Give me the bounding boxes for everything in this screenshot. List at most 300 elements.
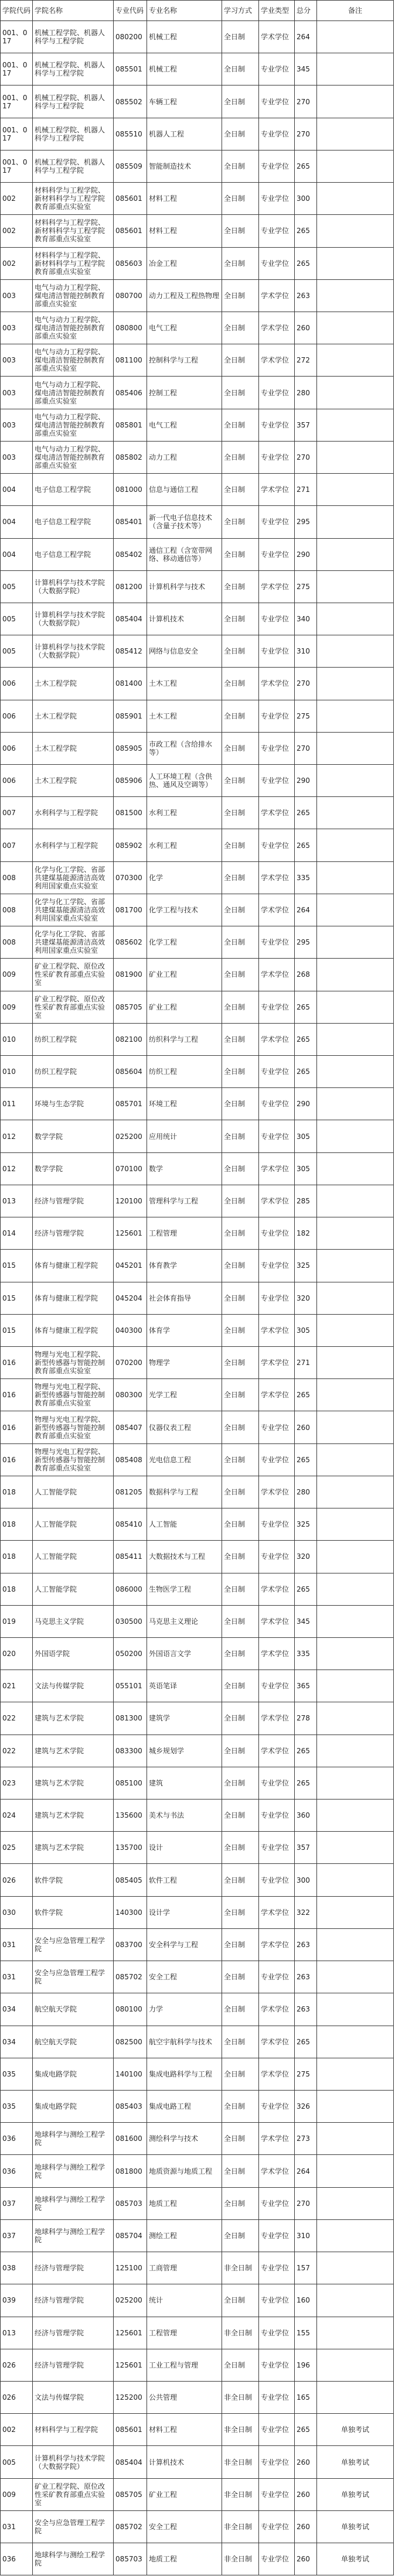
cell-degree-type: 专业学位 xyxy=(259,1443,295,1476)
cell-remarks xyxy=(317,1800,394,1832)
cell-college-name: 航空航天学院 xyxy=(33,2026,114,2058)
cell-college-name: 计算机科学与技术学院（大数据学院） xyxy=(33,603,114,635)
cell-college-name: 经济与管理学院 xyxy=(33,1217,114,1250)
cell-major-name: 动力工程及工程热物理 xyxy=(147,279,222,312)
cell-total-score: 345 xyxy=(295,1605,317,1637)
cell-major-code: 085703 xyxy=(114,2543,147,2575)
cell-major-code: 081205 xyxy=(114,1476,147,1508)
cell-college-name: 建筑与艺术学院 xyxy=(33,1702,114,1735)
cell-college-code: 036 xyxy=(1,2155,33,2187)
cell-study-mode: 全日制 xyxy=(222,183,259,215)
cell-remarks xyxy=(317,1443,394,1476)
cell-degree-type: 专业学位 xyxy=(259,700,295,732)
cell-major-code: 040300 xyxy=(114,1314,147,1346)
cell-remarks xyxy=(317,635,394,668)
cell-college-name: 地球科学与测绘工程学院 xyxy=(33,2187,114,2219)
cell-college-code: 023 xyxy=(1,1767,33,1799)
cell-study-mode: 全日制 xyxy=(222,2187,259,2219)
cell-major-code: 081400 xyxy=(114,668,147,700)
cell-major-code: 085406 xyxy=(114,377,147,409)
cell-study-mode: 全日制 xyxy=(222,279,259,312)
cell-total-score: 157 xyxy=(295,2252,317,2284)
table-row xyxy=(1,21,394,53)
table-body xyxy=(1,21,394,2575)
cell-remarks xyxy=(317,1120,394,1152)
cell-total-score: 285 xyxy=(295,1185,317,1217)
cell-remarks xyxy=(317,2252,394,2284)
cell-study-mode: 全日制 xyxy=(222,377,259,409)
cell-study-mode: 非全日制 xyxy=(222,2317,259,2349)
cell-college-name: 材料科学与工程学院、新材料科学与工程学院教育部重点实验室 xyxy=(33,247,114,279)
cell-study-mode: 全日制 xyxy=(222,247,259,279)
cell-major-name: 控制科学与工程 xyxy=(147,344,222,377)
cell-study-mode: 全日制 xyxy=(222,732,259,764)
cell-major-name: 矿业工程 xyxy=(147,959,222,991)
cell-major-code: 085704 xyxy=(114,2219,147,2252)
cell-remarks xyxy=(317,150,394,182)
cell-major-code: 085509 xyxy=(114,150,147,182)
cell-study-mode: 全日制 xyxy=(222,2349,259,2381)
cell-degree-type: 专业学位 xyxy=(259,1411,295,1443)
cell-total-score: 270 xyxy=(295,732,317,764)
cell-total-score: 357 xyxy=(295,1832,317,1864)
cell-study-mode: 非全日制 xyxy=(222,2381,259,2413)
table-row xyxy=(1,1767,394,1799)
cell-major-code: 081500 xyxy=(114,797,147,829)
cell-major-code: 085906 xyxy=(114,765,147,797)
cell-major-name: 机器人工程 xyxy=(147,118,222,150)
cell-study-mode: 全日制 xyxy=(222,1088,259,1120)
cell-total-score: 265 xyxy=(295,1023,317,1055)
cell-major-code: 085603 xyxy=(114,247,147,279)
cell-remarks xyxy=(317,506,394,538)
cell-remarks xyxy=(317,1314,394,1346)
cell-major-name: 水利工程 xyxy=(147,829,222,861)
cell-degree-type: 学术学位 xyxy=(259,1605,295,1637)
cell-study-mode: 全日制 xyxy=(222,1120,259,1152)
cell-remarks xyxy=(317,1993,394,2026)
cell-major-name: 化学工程 xyxy=(147,926,222,959)
table-row xyxy=(1,603,394,635)
table-row xyxy=(1,53,394,85)
cell-degree-type: 专业学位 xyxy=(259,1832,295,1864)
cell-college-name: 材料科学与工程学院 xyxy=(33,2414,114,2446)
table-row xyxy=(1,150,394,182)
cell-study-mode: 全日制 xyxy=(222,2155,259,2187)
cell-total-score: 260 xyxy=(295,2478,317,2510)
cell-major-name: 车辆工程 xyxy=(147,85,222,118)
cell-study-mode: 全日制 xyxy=(222,1476,259,1508)
cell-major-name: 机械工程 xyxy=(147,53,222,85)
cell-remarks xyxy=(317,1702,394,1735)
cell-total-score: 290 xyxy=(295,538,317,570)
cell-study-mode: 全日制 xyxy=(222,1056,259,1088)
cell-college-code: 026 xyxy=(1,2349,33,2381)
cell-college-code: 031 xyxy=(1,1928,33,1961)
cell-total-score: 263 xyxy=(295,279,317,312)
cell-major-name: 材料工程 xyxy=(147,183,222,215)
cell-college-code: 018 xyxy=(1,1573,33,1605)
table-row xyxy=(1,1637,394,1670)
cell-study-mode: 全日制 xyxy=(222,1735,259,1767)
cell-major-name: 光电信息工程 xyxy=(147,1443,222,1476)
cell-total-score: 295 xyxy=(295,926,317,959)
cell-major-code: 120100 xyxy=(114,1185,147,1217)
cell-college-name: 机械工程学院、机器人科学与工程学院 xyxy=(33,85,114,118)
cell-study-mode: 全日制 xyxy=(222,1670,259,1702)
table-row xyxy=(1,894,394,926)
cell-study-mode: 全日制 xyxy=(222,570,259,603)
cell-study-mode: 全日制 xyxy=(222,991,259,1023)
cell-major-name: 测绘工程 xyxy=(147,2219,222,2252)
cell-degree-type: 专业学位 xyxy=(259,926,295,959)
cell-major-name: 纺织工程 xyxy=(147,1056,222,1088)
table-row xyxy=(1,2381,394,2413)
cell-degree-type: 专业学位 xyxy=(259,2284,295,2317)
cell-major-code: 085702 xyxy=(114,2510,147,2543)
table-row xyxy=(1,2317,394,2349)
cell-major-name: 设计学 xyxy=(147,1896,222,1928)
cell-major-name: 通信工程（含宽带网络、移动通信等） xyxy=(147,538,222,570)
cell-college-code: 018 xyxy=(1,1508,33,1541)
cell-college-name: 建筑与艺术学院 xyxy=(33,1735,114,1767)
cell-college-name: 经济与管理学院 xyxy=(33,2252,114,2284)
cell-degree-type: 学术学位 xyxy=(259,1379,295,1411)
cell-study-mode: 全日制 xyxy=(222,1250,259,1282)
cell-remarks xyxy=(317,215,394,247)
cell-major-name: 公共管理 xyxy=(147,2381,222,2413)
cell-study-mode: 全日制 xyxy=(222,1896,259,1928)
cell-degree-type: 学术学位 xyxy=(259,1637,295,1670)
cell-remarks xyxy=(317,312,394,344)
cell-college-code: 026 xyxy=(1,2381,33,2413)
table-row xyxy=(1,959,394,991)
cell-study-mode: 全日制 xyxy=(222,441,259,473)
cell-degree-type: 学术学位 xyxy=(259,570,295,603)
cell-major-code: 081100 xyxy=(114,344,147,377)
cell-study-mode: 全日制 xyxy=(222,1346,259,1378)
cell-study-mode: 全日制 xyxy=(222,1541,259,1573)
cell-remarks: 单独考试 xyxy=(317,2510,394,2543)
cell-college-name: 建筑与艺术学院 xyxy=(33,1800,114,1832)
cell-study-mode: 全日制 xyxy=(222,765,259,797)
cell-college-name: 纺织工程学院 xyxy=(33,1056,114,1088)
table-row xyxy=(1,829,394,861)
cell-total-score: 345 xyxy=(295,53,317,85)
cell-college-code: 002 xyxy=(1,215,33,247)
cell-total-score: 165 xyxy=(295,2381,317,2413)
cell-college-name: 体育与健康工程学院 xyxy=(33,1314,114,1346)
cell-study-mode: 全日制 xyxy=(222,1185,259,1217)
cell-degree-type: 学术学位 xyxy=(259,861,295,894)
cell-college-name: 计算机科学与技术学院（大数据学院） xyxy=(33,2446,114,2478)
cell-major-name: 统计 xyxy=(147,2284,222,2317)
cell-remarks xyxy=(317,1896,394,1928)
cell-college-name: 人工智能学院 xyxy=(33,1541,114,1573)
cell-degree-type: 专业学位 xyxy=(259,2446,295,2478)
cell-college-name: 航空航天学院 xyxy=(33,1993,114,2026)
table-row xyxy=(1,1476,394,1508)
cell-college-code: 018 xyxy=(1,1541,33,1573)
cell-college-name: 软件学院 xyxy=(33,1896,114,1928)
cell-total-score: 160 xyxy=(295,2284,317,2317)
cell-major-code: 045204 xyxy=(114,1282,147,1314)
cell-remarks xyxy=(317,1346,394,1378)
cell-college-code: 035 xyxy=(1,2091,33,2123)
cell-study-mode: 全日制 xyxy=(222,150,259,182)
cell-college-code: 030 xyxy=(1,1896,33,1928)
cell-degree-type: 专业学位 xyxy=(259,2543,295,2575)
table-row xyxy=(1,797,394,829)
cell-degree-type: 专业学位 xyxy=(259,377,295,409)
cell-college-code: 037 xyxy=(1,2187,33,2219)
cell-degree-type: 专业学位 xyxy=(259,2317,295,2349)
cell-total-score: 290 xyxy=(295,765,317,797)
table-row xyxy=(1,215,394,247)
cell-remarks xyxy=(317,2123,394,2155)
cell-degree-type: 专业学位 xyxy=(259,732,295,764)
cell-major-name: 外国语言文学 xyxy=(147,1637,222,1670)
cell-college-name: 软件学院 xyxy=(33,1864,114,1896)
cell-remarks xyxy=(317,1670,394,1702)
cell-major-code: 030500 xyxy=(114,1605,147,1637)
cell-total-score: 280 xyxy=(295,1476,317,1508)
cell-degree-type: 学术学位 xyxy=(259,1573,295,1605)
cell-total-score: 275 xyxy=(295,2058,317,2090)
cell-major-code: 081000 xyxy=(114,474,147,506)
cell-degree-type: 专业学位 xyxy=(259,1217,295,1250)
cell-total-score: 265 xyxy=(295,150,317,182)
table-row xyxy=(1,765,394,797)
cell-major-code: 082500 xyxy=(114,2026,147,2058)
table-row xyxy=(1,2252,394,2284)
cell-remarks: 单独考试 xyxy=(317,2478,394,2510)
cell-degree-type: 专业学位 xyxy=(259,2510,295,2543)
cell-major-code: 085702 xyxy=(114,1961,147,1993)
cell-total-score: 265 xyxy=(295,2414,317,2446)
cell-remarks xyxy=(317,1605,394,1637)
cell-degree-type: 专业学位 xyxy=(259,2478,295,2510)
cell-major-name: 软件工程 xyxy=(147,1864,222,1896)
cell-college-name: 化学与化工学院、省部共建煤基能源清洁高效利用国家重点实验室 xyxy=(33,894,114,926)
table-row xyxy=(1,2510,394,2543)
cell-college-name: 计算机科学与技术学院（大数据学院） xyxy=(33,570,114,603)
table-row xyxy=(1,377,394,409)
cell-degree-type: 专业学位 xyxy=(259,2414,295,2446)
cell-total-score: 357 xyxy=(295,409,317,441)
cell-total-score: 326 xyxy=(295,2091,317,2123)
cell-total-score: 265 xyxy=(295,829,317,861)
cell-major-name: 新一代电子信息技术（含量子技术等） xyxy=(147,506,222,538)
table-row xyxy=(1,247,394,279)
cell-degree-type: 专业学位 xyxy=(259,1961,295,1993)
cell-degree-type: 学术学位 xyxy=(259,312,295,344)
cell-study-mode: 全日制 xyxy=(222,1411,259,1443)
cell-major-name: 机械工程 xyxy=(147,21,222,53)
cell-study-mode: 全日制 xyxy=(222,1702,259,1735)
cell-study-mode: 非全日制 xyxy=(222,2414,259,2446)
cell-college-name: 建筑与艺术学院 xyxy=(33,1832,114,1864)
cell-remarks xyxy=(317,926,394,959)
cell-degree-type: 学术学位 xyxy=(259,1185,295,1217)
header-college-name: 学院名称 xyxy=(33,1,114,21)
cell-major-code: 085703 xyxy=(114,2187,147,2219)
cell-college-code: 012 xyxy=(1,1120,33,1152)
cell-college-name: 文法与传媒学院 xyxy=(33,2381,114,2413)
table-row xyxy=(1,635,394,668)
cell-college-code: 036 xyxy=(1,2543,33,2575)
cell-remarks xyxy=(317,1541,394,1573)
table-row xyxy=(1,861,394,894)
cell-remarks xyxy=(317,732,394,764)
cell-degree-type: 专业学位 xyxy=(259,1767,295,1799)
cell-total-score: 260 xyxy=(295,312,317,344)
cell-study-mode: 全日制 xyxy=(222,1379,259,1411)
cell-major-name: 水利工程 xyxy=(147,797,222,829)
table-row xyxy=(1,2091,394,2123)
cell-college-name: 矿业工程学院、原位改性采矿教育部重点实验室 xyxy=(33,959,114,991)
cell-college-name: 人工智能学院 xyxy=(33,1508,114,1541)
cell-degree-type: 学术学位 xyxy=(259,279,295,312)
cell-remarks xyxy=(317,829,394,861)
cell-major-code: 085601 xyxy=(114,215,147,247)
table-row xyxy=(1,570,394,603)
cell-college-name: 外国语学院 xyxy=(33,1637,114,1670)
cell-college-code: 001、017 xyxy=(1,118,33,150)
cell-major-name: 化学 xyxy=(147,861,222,894)
cell-major-name: 智能制造技术 xyxy=(147,150,222,182)
cell-major-name: 计算机技术 xyxy=(147,2446,222,2478)
cell-remarks xyxy=(317,1573,394,1605)
cell-major-name: 数据科学与工程 xyxy=(147,1476,222,1508)
cell-college-code: 011 xyxy=(1,1088,33,1120)
cell-college-name: 电子信息工程学院 xyxy=(33,474,114,506)
cell-college-name: 集成电路学院 xyxy=(33,2091,114,2123)
cell-major-name: 土木工程 xyxy=(147,668,222,700)
table-row xyxy=(1,2478,394,2510)
cell-degree-type: 专业学位 xyxy=(259,1864,295,1896)
cell-major-code: 085411 xyxy=(114,1541,147,1573)
cell-college-code: 008 xyxy=(1,894,33,926)
cell-total-score: 271 xyxy=(295,474,317,506)
cell-major-name: 生物医学工程 xyxy=(147,1573,222,1605)
table-row xyxy=(1,991,394,1023)
cell-major-name: 网络与信息安全 xyxy=(147,635,222,668)
cell-study-mode: 全日制 xyxy=(222,926,259,959)
cell-total-score: 265 xyxy=(295,1443,317,1476)
cell-remarks xyxy=(317,959,394,991)
cell-degree-type: 学术学位 xyxy=(259,1896,295,1928)
cell-college-code: 005 xyxy=(1,570,33,603)
cell-remarks xyxy=(317,603,394,635)
cell-degree-type: 专业学位 xyxy=(259,2091,295,2123)
cell-major-name: 土木工程 xyxy=(147,700,222,732)
cell-college-code: 031 xyxy=(1,2510,33,2543)
cell-college-name: 体育与健康工程学院 xyxy=(33,1250,114,1282)
cell-major-code: 085404 xyxy=(114,603,147,635)
cell-remarks xyxy=(317,2219,394,2252)
cell-college-code: 007 xyxy=(1,797,33,829)
cell-remarks xyxy=(317,1508,394,1541)
cell-major-code: 085410 xyxy=(114,1508,147,1541)
cell-college-code: 003 xyxy=(1,312,33,344)
cell-major-code: 080300 xyxy=(114,1379,147,1411)
table-row xyxy=(1,409,394,441)
cell-major-code: 045201 xyxy=(114,1250,147,1282)
cell-major-code: 081300 xyxy=(114,1702,147,1735)
table-row xyxy=(1,1928,394,1961)
cell-total-score: 265 xyxy=(295,247,317,279)
table-row xyxy=(1,1282,394,1314)
cell-college-name: 地球科学与测绘工程学院 xyxy=(33,2543,114,2575)
cell-major-code: 055101 xyxy=(114,1670,147,1702)
cell-study-mode: 非全日制 xyxy=(222,2252,259,2284)
cell-college-name: 土木工程学院 xyxy=(33,700,114,732)
table-row xyxy=(1,1023,394,1055)
cell-total-score: 263 xyxy=(295,1928,317,1961)
cell-total-score: 335 xyxy=(295,861,317,894)
cell-study-mode: 全日制 xyxy=(222,1314,259,1346)
cell-major-code: 135600 xyxy=(114,1800,147,1832)
table-row xyxy=(1,1056,394,1088)
cell-major-name: 力学 xyxy=(147,1993,222,2026)
cell-study-mode: 全日制 xyxy=(222,1023,259,1055)
cell-remarks xyxy=(317,894,394,926)
cell-major-name: 地质工程 xyxy=(147,2187,222,2219)
cell-degree-type: 专业学位 xyxy=(259,183,295,215)
cell-college-name: 电气与动力工程学院、煤电清洁智能控制教育部重点实验室 xyxy=(33,409,114,441)
cell-total-score: 196 xyxy=(295,2349,317,2381)
cell-major-code: 080800 xyxy=(114,312,147,344)
cell-major-code: 085905 xyxy=(114,732,147,764)
cell-major-code: 085604 xyxy=(114,1056,147,1088)
cell-total-score: 155 xyxy=(295,2317,317,2349)
cell-college-code: 037 xyxy=(1,2219,33,2252)
cell-total-score: 310 xyxy=(295,2219,317,2252)
cell-major-name: 大数据技术与工程 xyxy=(147,1541,222,1573)
cell-remarks xyxy=(317,1185,394,1217)
cell-college-code: 009 xyxy=(1,2478,33,2510)
cell-total-score: 263 xyxy=(295,1961,317,1993)
cell-degree-type: 专业学位 xyxy=(259,991,295,1023)
cell-college-code: 009 xyxy=(1,991,33,1023)
cell-major-code: 050200 xyxy=(114,1637,147,1670)
cell-degree-type: 学术学位 xyxy=(259,797,295,829)
cell-college-name: 土木工程学院 xyxy=(33,668,114,700)
cell-major-code: 135700 xyxy=(114,1832,147,1864)
table-row xyxy=(1,1993,394,2026)
cell-major-code: 085601 xyxy=(114,183,147,215)
cell-major-name: 光学工程 xyxy=(147,1379,222,1411)
cell-major-code: 070200 xyxy=(114,1346,147,1378)
cell-remarks xyxy=(317,1864,394,1896)
cell-major-code: 085412 xyxy=(114,635,147,668)
cell-major-name: 人工智能 xyxy=(147,1508,222,1541)
cell-study-mode: 全日制 xyxy=(222,2058,259,2090)
cell-total-score: 264 xyxy=(295,21,317,53)
cell-college-name: 化学与化工学院、省部共建煤基能源清洁高效利用国家重点实验室 xyxy=(33,926,114,959)
table-row xyxy=(1,2155,394,2187)
cell-major-name: 环境工程 xyxy=(147,1088,222,1120)
cell-major-code: 085601 xyxy=(114,2414,147,2446)
cell-college-name: 电气与动力工程学院、煤电清洁智能控制教育部重点实验室 xyxy=(33,377,114,409)
cell-college-name: 土木工程学院 xyxy=(33,765,114,797)
cell-college-code: 021 xyxy=(1,1670,33,1702)
cell-major-name: 化学工程与技术 xyxy=(147,894,222,926)
cell-major-code: 085404 xyxy=(114,2446,147,2478)
cell-degree-type: 专业学位 xyxy=(259,2381,295,2413)
cell-study-mode: 全日制 xyxy=(222,312,259,344)
